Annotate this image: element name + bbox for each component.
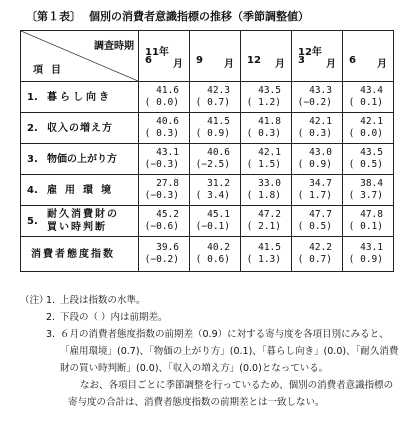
value-cell: 41.5 ( 0.9) xyxy=(190,113,241,144)
value-cell: 42.1 ( 0.0) xyxy=(343,113,394,144)
period-header-4 xyxy=(343,31,394,82)
notes-label: （注） xyxy=(20,295,49,306)
value-cell: 45.1 (−0.1) xyxy=(190,206,241,237)
consumer-index-table xyxy=(20,30,394,272)
table-row xyxy=(21,206,394,237)
value-cell: 43.0 ( 0.9) xyxy=(292,144,343,175)
value-cell: 42.3 ( 0.7) xyxy=(190,82,241,113)
value-cell: 38.4 ( 3.7) xyxy=(343,175,394,206)
value-cell: 40.2 ( 0.6) xyxy=(190,237,241,272)
value-cell: 43.1 (−0.3) xyxy=(139,144,190,175)
period-month: 6 xyxy=(349,55,356,66)
value-cell: 40.6 ( 0.3) xyxy=(139,113,190,144)
total-row-label: 消費者態度指数 xyxy=(21,237,139,272)
note-text: 下段の（ ）内は前期差。 xyxy=(60,312,168,323)
value-cell: 41.8 ( 0.3) xyxy=(241,113,292,144)
value-cell: 41.6 ( 0.0) xyxy=(139,82,190,113)
period-year: 11年 xyxy=(145,47,169,58)
period-header-3 xyxy=(292,31,343,82)
row-label: 4. 雇用環境 xyxy=(21,175,139,206)
row-label: 5.耐久消費財の 買い時判断 xyxy=(21,206,139,237)
table-row xyxy=(21,113,394,144)
period-month: 6 xyxy=(145,55,152,66)
note-text: 上段は指数の水準。 xyxy=(60,295,146,306)
period-month-unit: 月 xyxy=(224,59,234,70)
item-header-label: 項目 xyxy=(33,65,69,76)
note-item: 3. ６月の消費者態度指数の前期差（0.9）に対する寄与度を各項目別にみると、「雇用環境」(0.7)、「物価の上がり方」(0.1)、「暮らし向き」(0.0)、「耐久消費財の買い時判断」(0.0)、「収入の増え方」(0.0)となっている。 xyxy=(46,329,399,374)
total-row xyxy=(21,237,394,272)
row-label: 3. 物価の上がり方 xyxy=(21,144,139,175)
period-header-label: 調査時期 xyxy=(94,41,134,52)
period-month: 3 xyxy=(298,55,305,66)
table-row xyxy=(21,82,394,113)
value-cell: 39.6 (−0.2) xyxy=(139,237,190,272)
value-cell: 47.2 ( 2.1) xyxy=(241,206,292,237)
period-month: 12 xyxy=(247,55,261,66)
note-item: 2. 下段の（ ）内は前期差。 xyxy=(46,312,168,323)
table-title xyxy=(26,8,309,24)
value-cell: 42.1 ( 1.5) xyxy=(241,144,292,175)
value-cell: 33.0 ( 1.8) xyxy=(241,175,292,206)
value-cell: 45.2 (−0.6) xyxy=(139,206,190,237)
value-cell: 42.2 ( 0.7) xyxy=(292,237,343,272)
period-month-unit: 月 xyxy=(173,59,183,70)
notes-section xyxy=(20,292,400,411)
row-label: 2. 収入の増え方 xyxy=(21,113,139,144)
period-month: 9 xyxy=(196,55,203,66)
header-corner-cell xyxy=(21,31,139,82)
value-cell: 43.3 (−0.2) xyxy=(292,82,343,113)
period-month-unit: 月 xyxy=(275,59,285,70)
value-cell: 27.8 (−0.3) xyxy=(139,175,190,206)
table-number-label: 〔第１表〕 xyxy=(26,10,81,23)
note-paragraph: なお、各項目ごとに季節調整を行っているため、個別の消費者意識指標の寄与度の合計は、消費者態度指数の前期差とは一致しない。 xyxy=(68,380,394,408)
table-row xyxy=(21,144,394,175)
value-cell: 31.2 ( 3.4) xyxy=(190,175,241,206)
period-header-0 xyxy=(139,31,190,82)
table-row xyxy=(21,175,394,206)
value-cell: 40.6 (−2.5) xyxy=(190,144,241,175)
note-item: （注） 1. 上段は指数の水準。 xyxy=(20,292,400,309)
value-cell: 41.5 ( 1.3) xyxy=(241,237,292,272)
value-cell: 43.1 ( 0.9) xyxy=(343,237,394,272)
period-header-1 xyxy=(190,31,241,82)
value-cell: 47.8 ( 0.1) xyxy=(343,206,394,237)
table-title-text: 個別の消費者意識指標の推移（季節調整値） xyxy=(89,10,309,23)
value-cell: 43.5 ( 1.2) xyxy=(241,82,292,113)
value-cell: 43.5 ( 0.5) xyxy=(343,144,394,175)
row-label: 1. 暮らし向き xyxy=(21,82,139,113)
period-month-unit: 月 xyxy=(326,59,336,70)
period-month-unit: 月 xyxy=(377,59,387,70)
period-header-2 xyxy=(241,31,292,82)
period-year: 12年 xyxy=(298,47,322,58)
value-cell: 47.7 ( 0.5) xyxy=(292,206,343,237)
value-cell: 43.4 ( 0.1) xyxy=(343,82,394,113)
value-cell: 34.7 ( 1.7) xyxy=(292,175,343,206)
value-cell: 42.1 ( 0.3) xyxy=(292,113,343,144)
note-text: ６月の消費者態度指数の前期差（0.9）に対する寄与度を各項目別にみると、「雇用環境」(0.7)、「物価の上がり方」(0.1)、「暮らし向き」(0.0)、「耐久消費財の買い時判断」(0.0)、「収入の増え方」(0.0)となっている。 xyxy=(60,329,399,374)
